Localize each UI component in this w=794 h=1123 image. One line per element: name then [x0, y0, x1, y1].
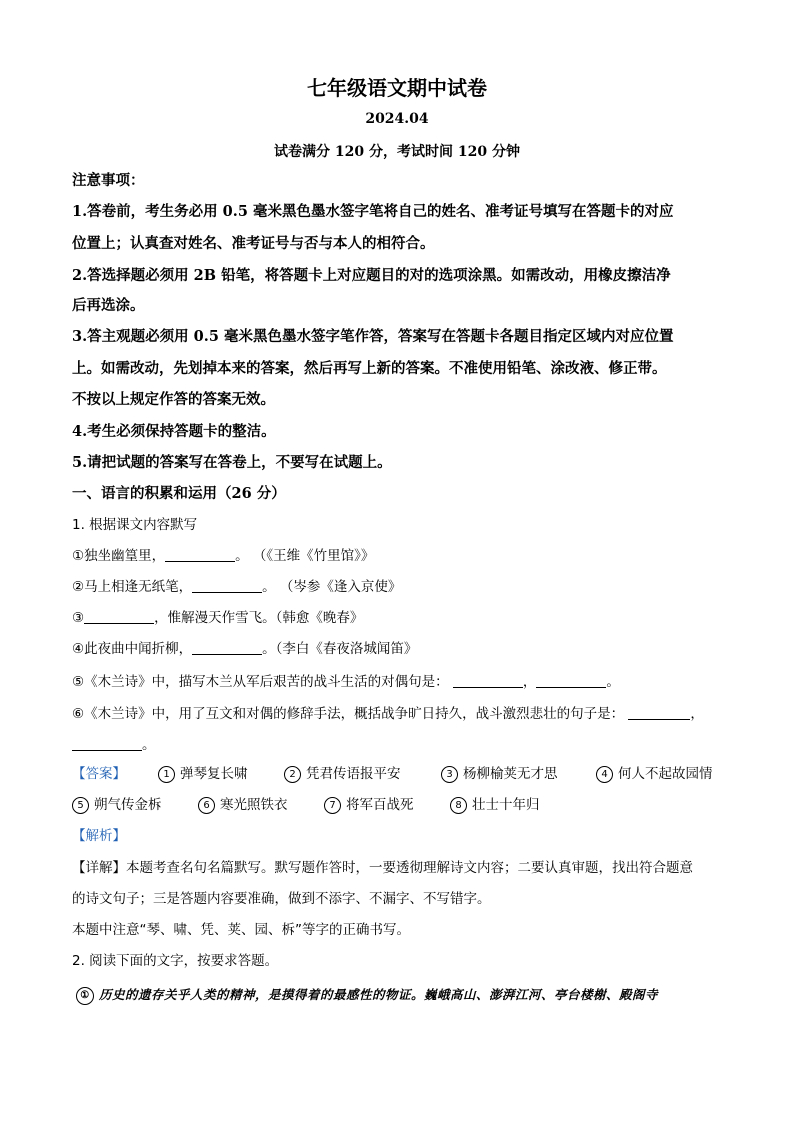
- period: 。: [606, 674, 620, 690]
- notice-line: 位置上；认真查对姓名、准考证号与否与本人的相符合。: [72, 235, 435, 252]
- q1-item-source: ，惟解漫天作雪飞。（韩愈《晚春》: [154, 610, 364, 626]
- q1-item-text: ④此夜曲中闻折柳，: [72, 641, 193, 657]
- answer-label: 【答案】: [72, 766, 126, 782]
- answer-item: [284, 764, 401, 784]
- analysis-line: [72, 858, 740, 878]
- answer-number: 1: [158, 766, 175, 783]
- answer-item: [441, 764, 558, 784]
- answer-number: 4: [596, 766, 613, 783]
- answer-blank[interactable]: [72, 736, 142, 751]
- answer-text: 寒光照铁衣: [220, 797, 288, 813]
- answer-text: 弹琴复长啸: [180, 766, 248, 782]
- q1-item-3: [72, 608, 740, 628]
- q1-item-source: 。 （岑参《逢入京使》: [262, 579, 402, 595]
- answer-text: 将军百战死: [346, 797, 414, 813]
- answer-number: 7: [324, 797, 341, 814]
- exam-date: 2024.04: [365, 111, 429, 127]
- answer-number: 2: [284, 766, 301, 783]
- answer-number: 3: [441, 766, 458, 783]
- answer-blank[interactable]: [165, 547, 235, 562]
- answer-text: 何人不起故园情: [618, 766, 713, 782]
- q1-item-5: [72, 672, 740, 692]
- notice-line: 2.答选择题必须用 2B 铅笔，将答题卡上对应题目的对的选项涂黑。如需改动，用橡皮擦洁净: [72, 267, 671, 284]
- q1-item-text: ⑤《木兰诗》中，描写木兰从军后艰苦的战斗生活的对偶句是：: [72, 674, 449, 690]
- section-heading: 一、语言的积累和运用（26 分）: [72, 485, 286, 502]
- answer-blank[interactable]: [192, 578, 262, 593]
- question-1-stem: 1. 根据课文内容默写: [72, 517, 198, 533]
- notice-line: 3.答主观题必须用 0.5 毫米黑色墨水签字笔作答，答案写在答题卡各题目指定区域内对应位置: [72, 328, 674, 345]
- analysis-line: 的诗文句子；三是答题内容要准确，做到不添字、不漏字、不写错字。: [72, 891, 491, 907]
- answer-blank[interactable]: [536, 673, 606, 688]
- answer-number: 5: [72, 797, 89, 814]
- notice-line: 5.请把试题的答案写在答卷上，不要写在试题上。: [72, 454, 392, 471]
- comma: ，: [522, 674, 537, 690]
- q1-item-text: ①独坐幽篁里，: [72, 548, 166, 564]
- answer-text: 杨柳榆荚无才思: [463, 766, 558, 782]
- reading-passage: [76, 985, 736, 1005]
- q1-item-1: [72, 546, 740, 566]
- q1-item-text: ②马上相逢无纸笔，: [72, 579, 193, 595]
- notice-line: 4.考生必须保持答题卡的整洁。: [72, 423, 276, 440]
- answer-text: 朔气传金柝: [94, 797, 162, 813]
- score-time-line: 试卷满分 120 分，考试时间 120 分钟: [274, 144, 520, 160]
- analysis-line: 本题中注意“琴、啸、凭、荚、园、柝”等字的正确书写。: [72, 922, 410, 938]
- answer-item: [596, 764, 713, 784]
- passage-number: ①: [76, 987, 94, 1005]
- notice-heading: 注意事项：: [72, 172, 145, 189]
- q1-item-source: 。 （《王维《竹里馆》》: [235, 548, 375, 564]
- answer-item: [158, 764, 248, 784]
- answer-text: 凭君传语报平安: [306, 766, 401, 782]
- period: 。: [142, 737, 156, 753]
- notice-line: 1.答卷前，考生务必用 0.5 毫米黑色墨水签字笔将自己的姓名、准考证号填写在答题卡的对应: [72, 203, 674, 220]
- q1-item-6: [72, 704, 740, 724]
- answer-blank[interactable]: [84, 609, 154, 624]
- answer-text: 壮士十年归: [472, 797, 540, 813]
- comma: ，: [690, 706, 704, 722]
- answer-blank[interactable]: [192, 640, 262, 655]
- answer-item: [324, 795, 414, 815]
- question-2-stem: 2. 阅读下面的文字，按要求答题。: [72, 953, 279, 969]
- notice-line: 上。如需改动，先划掉本来的答案，然后再写上新的答案。不准使用铅笔、涂改液、修正带。: [72, 360, 667, 377]
- answer-item: [198, 795, 288, 815]
- q1-item-text: ⑥《木兰诗》中，用了互文和对偶的修辞手法，概括战争旷日持久，战斗激烈悲壮的句子是：: [72, 706, 625, 722]
- answer-number: 6: [198, 797, 215, 814]
- exam-title: 七年级语文期中试卷: [307, 76, 487, 100]
- q1-item-text: ③: [72, 610, 85, 626]
- notice-line: 后再选涂。: [72, 297, 145, 314]
- answer-row-2: [72, 795, 740, 815]
- notice-line: 不按以上规定作答的答案无效。: [72, 391, 275, 408]
- answer-row-1: [72, 764, 740, 784]
- q1-item-2: [72, 577, 740, 597]
- q1-item-6-cont: [72, 735, 740, 755]
- answer-item: [450, 795, 540, 815]
- detail-label: 【详解】: [72, 860, 126, 876]
- q1-item-4: [72, 639, 740, 659]
- answer-number: 8: [450, 797, 467, 814]
- answer-item: [72, 795, 162, 815]
- answer-blank[interactable]: [453, 673, 523, 688]
- q1-item-source: 。（李白《春夜洛城闻笛》: [262, 641, 418, 657]
- answer-blank[interactable]: [628, 705, 690, 720]
- analysis-label: 【解析】: [72, 828, 126, 844]
- passage-text: 历史的遗存关乎人类的精神，是摸得着的最感性的物证。巍峨高山、澎湃江河、亭台楼榭、殿阁寺: [99, 987, 659, 1002]
- analysis-text: 本题考查名句名篇默写。默写题作答时，一要透彻理解诗文内容；二要认真审题，找出符合题意: [126, 860, 693, 876]
